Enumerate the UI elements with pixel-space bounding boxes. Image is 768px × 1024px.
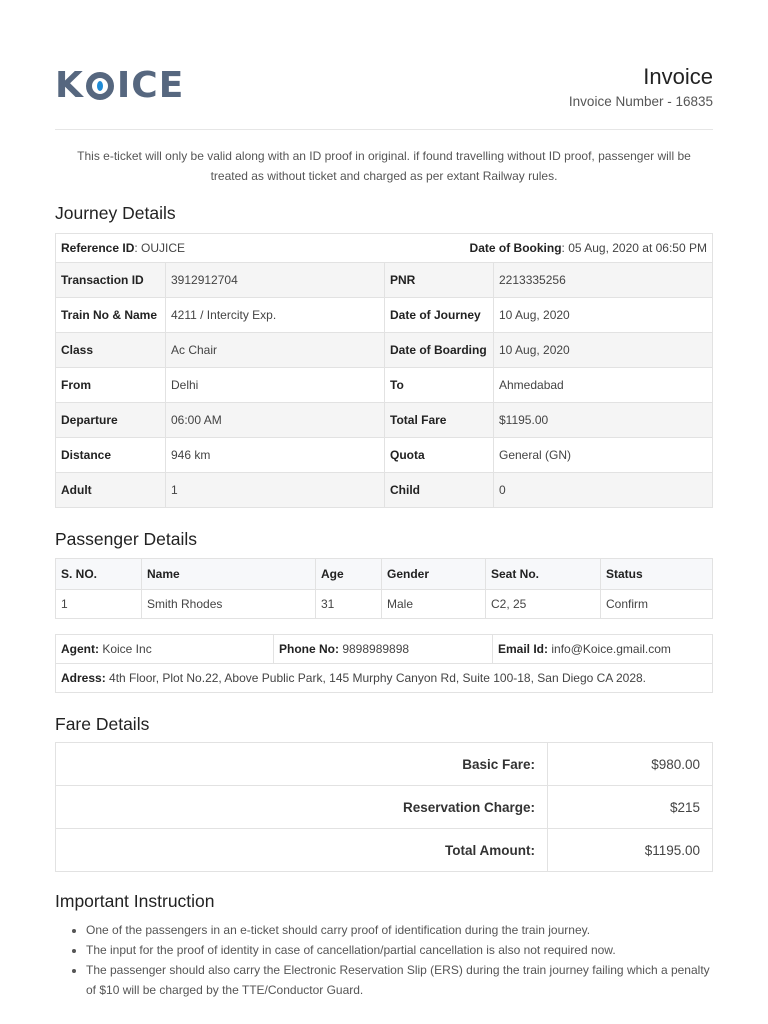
instruction-heading: Important Instruction [55,891,215,911]
booking-label: Date of Booking [469,241,562,255]
booking-date [470,238,707,258]
email-cell [493,635,713,664]
journey-value: Ac Chair [166,333,385,368]
journey-value: 1 [166,473,385,508]
journey-key: Distance [56,438,166,473]
email-label: Email Id: [498,642,549,656]
journey-row [56,438,713,473]
booking-value: : 05 Aug, 2020 at 06:50 PM [561,241,707,255]
instruction-item: • The passenger should also carry the Electronic Reservation Slip (ERS) during the train journey failing which a penalty of $10 will be charged by the TTE/Conductor Guard. [86,960,713,1000]
reference-row [56,234,713,263]
agent-label: Agent: [61,642,99,656]
journey-details-heading: Journey Details [55,203,176,223]
journey-value: 2213335256 [494,263,713,298]
journey-value: 0 [494,473,713,508]
journey-row [56,473,713,508]
fare-label: Basic Fare: [56,743,548,786]
passenger-cell: 1 [56,590,142,619]
address-row [56,664,713,693]
journey-key: Child [385,473,494,508]
fare-table [55,742,713,872]
fare-row [56,786,713,829]
validity-notice: This e-ticket will only be valid along with an ID proof in original. if found travelling without ID proof, passenger will be treated as without ticket and charged as per extant Railway rules. [77,149,691,183]
journey-row [56,368,713,403]
journey-key: Transaction ID [56,263,166,298]
address-value: 4th Floor, Plot No.22, Above Public Park, 145 Murphy Canyon Rd, Suite 100-18, San Diego CA 2028. [105,671,647,685]
journey-key: Quota [385,438,494,473]
invoice-title: Invoice [643,64,713,89]
journey-key: To [385,368,494,403]
agent-table [55,634,713,693]
fare-value: $1195.00 [548,829,713,872]
journey-value: $1195.00 [494,403,713,438]
journey-key: PNR [385,263,494,298]
passenger-row [56,590,713,619]
phone-label: Phone No: [279,642,339,656]
reference-cell [56,234,713,263]
journey-row [56,403,713,438]
journey-value: Ahmedabad [494,368,713,403]
journey-key: Total Fare [385,403,494,438]
reference-value: : OUJICE [134,241,186,255]
journey-key: Date of Boarding [385,333,494,368]
agent-cell [56,635,274,664]
fare-label: Total Amount: [56,829,548,872]
fare-details-heading: Fare Details [55,714,150,734]
passenger-column-header: Status [601,559,713,590]
fare-row [56,829,713,872]
passenger-cell: Male [382,590,486,619]
journey-key: Class [56,333,166,368]
journey-value: Delhi [166,368,385,403]
journey-key: Departure [56,403,166,438]
fare-value: $980.00 [548,743,713,786]
passenger-column-header: Seat No. [486,559,601,590]
journey-key: Train No & Name [56,298,166,333]
journey-key: Date of Journey [385,298,494,333]
journey-key: Adult [56,473,166,508]
instruction-item: • The input for the proof of identity in case of cancellation/partial cancellation is also not required now. [86,940,713,960]
instruction-list [55,920,713,1000]
passenger-column-header: S. NO. [56,559,142,590]
journey-value: 10 Aug, 2020 [494,333,713,368]
passenger-cell: Confirm [601,590,713,619]
fare-row [56,743,713,786]
reference-label: Reference ID [61,241,135,255]
phone-cell [274,635,493,664]
logo-text-right: ICE [116,65,185,106]
journey-value: 946 km [166,438,385,473]
passenger-details-heading: Passenger Details [55,529,198,549]
journey-row [56,333,713,368]
journey-value: 3912912704 [166,263,385,298]
logo-ring-icon [86,72,114,100]
instruction-item: • One of the passengers in an e-ticket should carry proof of identification during the train journey. [86,920,713,940]
passenger-table [55,558,713,619]
passenger-column-header: Gender [382,559,486,590]
invoice-header [55,0,713,130]
email-value: info@Koice.gmail.com [548,642,671,656]
journey-key: From [56,368,166,403]
fare-value: $215 [548,786,713,829]
logo-text-left: K [55,65,84,106]
journey-value: 4211 / Intercity Exp. [166,298,385,333]
agent-value: Koice Inc [99,642,152,656]
passenger-header-row [56,559,713,590]
passenger-cell: Smith Rhodes [142,590,316,619]
passenger-cell: 31 [316,590,382,619]
address-label: Adress: [61,671,106,685]
journey-row [56,298,713,333]
address-cell [56,664,713,693]
journey-value: General (GN) [494,438,713,473]
agent-row [56,635,713,664]
journey-row [56,263,713,298]
phone-value: 9898989898 [339,642,410,656]
journey-details-table [55,233,713,508]
invoice-number: Invoice Number - 16835 [568,94,713,109]
journey-value: 06:00 AM [166,403,385,438]
journey-value: 10 Aug, 2020 [494,298,713,333]
passenger-cell: C2, 25 [486,590,601,619]
fare-label: Reservation Charge: [56,786,548,829]
koice-logo [55,65,185,106]
passenger-column-header: Name [142,559,316,590]
passenger-column-header: Age [316,559,382,590]
